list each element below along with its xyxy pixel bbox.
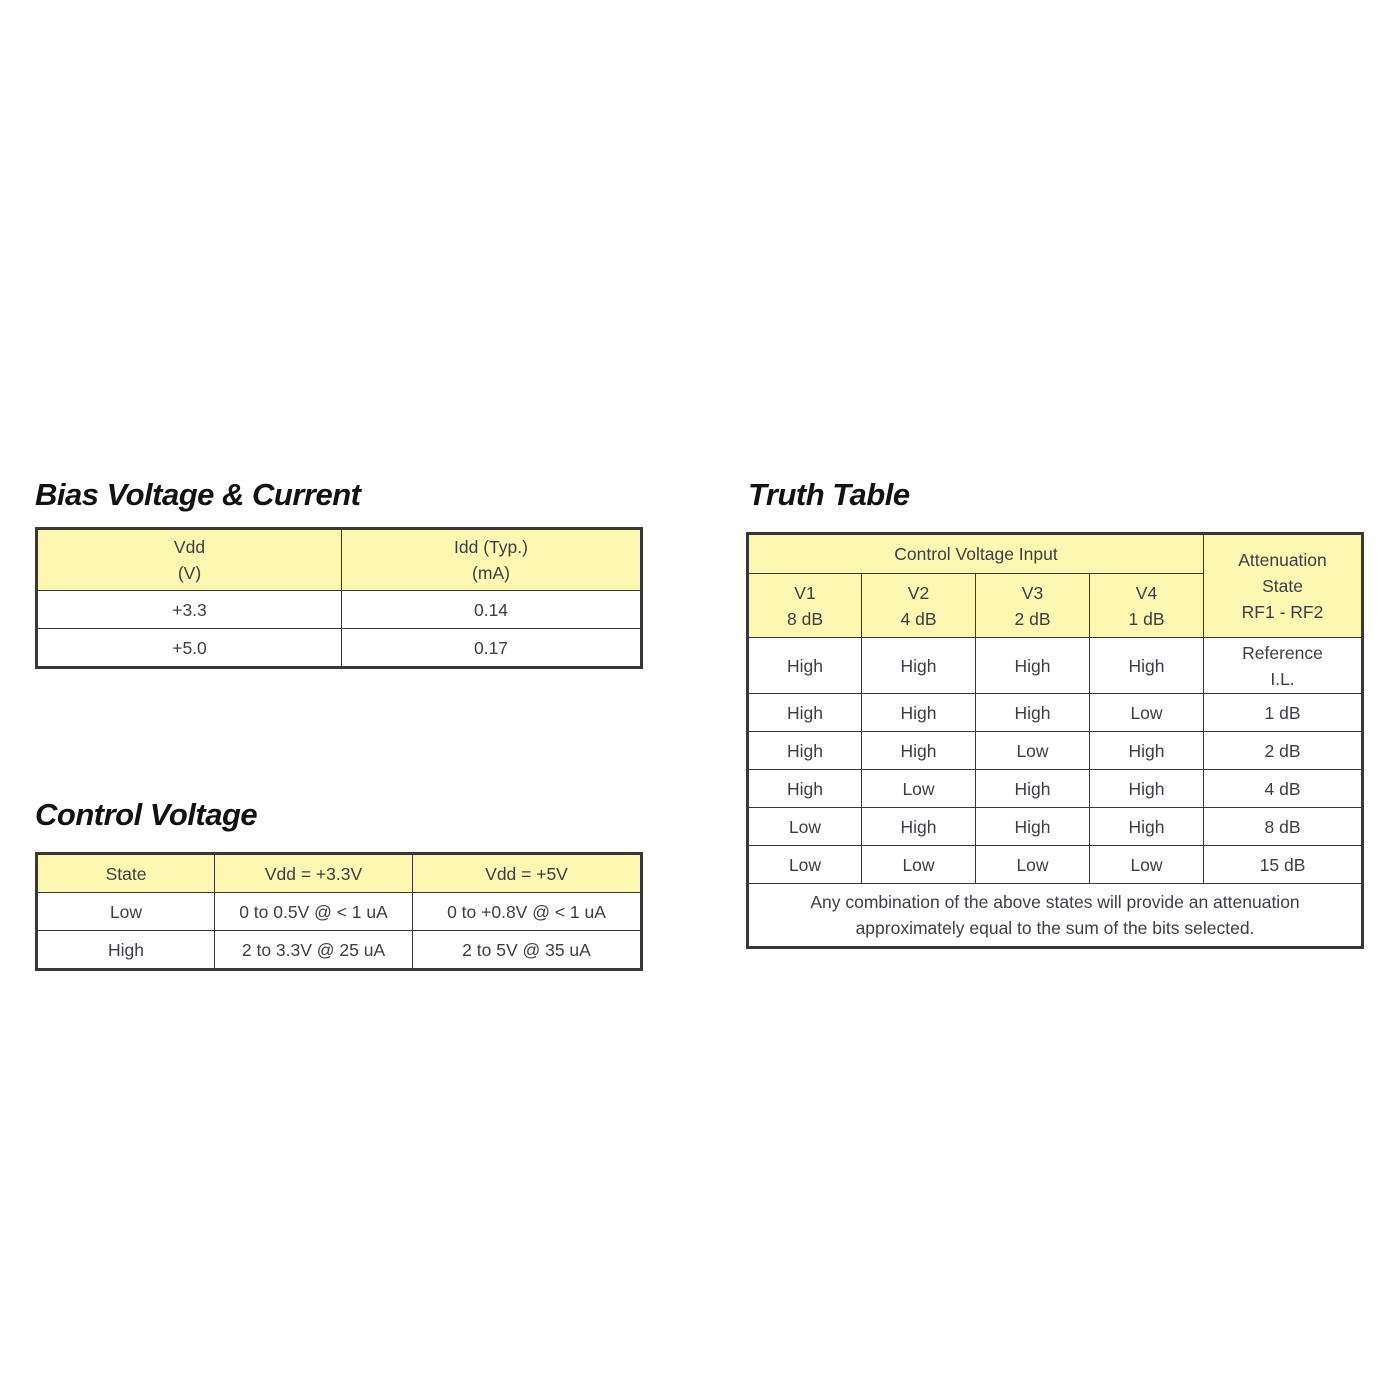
truth-cell: High: [976, 808, 1090, 846]
control-section-title: Control Voltage: [35, 797, 258, 832]
attenuation-line: Reference: [1242, 642, 1323, 663]
truth-cell: Low: [1090, 694, 1204, 732]
truth-cell: Low: [748, 808, 862, 846]
footnote-line: Any combination of the above states will provide an attenuation: [810, 892, 1300, 912]
truth-cell: High: [862, 694, 976, 732]
truth-cell: High: [976, 694, 1090, 732]
bias-cell-vdd: +3.3: [37, 591, 342, 629]
truth-cell: High: [976, 770, 1090, 808]
bias-cell-vdd: +5.0: [37, 629, 342, 668]
header-line: Vdd: [173, 537, 206, 557]
truth-attenuation-cell: 2 dB: [1204, 732, 1363, 770]
control-cell-vdd33: 2 to 3.3V @ 25 uA: [215, 931, 413, 970]
control-header-state: State: [37, 854, 215, 893]
control-header-vdd5: Vdd = +5V: [413, 854, 642, 893]
table-row: [748, 846, 1363, 884]
control-cell-vdd5: 2 to 5V @ 35 uA: [413, 931, 642, 970]
truth-footnote: [748, 884, 1363, 948]
truth-table: [746, 532, 1364, 949]
table-row: [748, 732, 1363, 770]
control-cell-state: High: [37, 931, 215, 970]
truth-cell: High: [862, 732, 976, 770]
header-line: V1: [794, 582, 816, 603]
truth-cell: Low: [976, 732, 1090, 770]
bias-header-vdd: [37, 529, 342, 591]
truth-attenuation-cell: 8 dB: [1204, 808, 1363, 846]
truth-section-title: Truth Table: [748, 477, 910, 512]
truth-cell: High: [862, 638, 976, 694]
bias-voltage-current-table: [35, 527, 643, 669]
header-line: State: [1262, 576, 1303, 596]
truth-cell: Low: [748, 846, 862, 884]
table-row: [37, 893, 642, 931]
header-line: (mA): [472, 563, 510, 583]
header-line: Idd (Typ.): [454, 537, 528, 557]
bias-cell-idd: 0.17: [342, 629, 642, 668]
truth-group-header-row: [748, 534, 1363, 574]
header-line: RF1 - RF2: [1241, 602, 1324, 622]
table-row: [748, 694, 1363, 732]
bias-cell-idd: 0.14: [342, 591, 642, 629]
truth-cell: High: [748, 770, 862, 808]
truth-group-header: Control Voltage Input: [748, 534, 1204, 574]
control-cell-vdd5: 0 to +0.8V @ < 1 uA: [413, 893, 642, 931]
truth-cell: Low: [862, 770, 976, 808]
control-cell-state: Low: [37, 893, 215, 931]
bias-header-row: [37, 529, 642, 591]
table-row: [37, 591, 642, 629]
header-line: 1 dB: [1128, 608, 1165, 629]
truth-attenuation-header: [1204, 534, 1363, 638]
footnote-line: approximately equal to the sum of the bits selected.: [855, 918, 1255, 938]
truth-cell: High: [1090, 770, 1204, 808]
truth-attenuation-cell: 4 dB: [1204, 770, 1363, 808]
header-line: 2 dB: [1014, 608, 1051, 629]
table-row: [748, 770, 1363, 808]
truth-cell: High: [748, 694, 862, 732]
bias-section-title: Bias Voltage & Current: [35, 477, 361, 512]
header-line: V2: [907, 582, 930, 603]
header-line: V4: [1135, 582, 1158, 603]
truth-cell: High: [862, 808, 976, 846]
attenuation-line: I.L.: [1270, 668, 1295, 689]
truth-header-v1: [748, 574, 862, 638]
truth-header-v2: [862, 574, 976, 638]
truth-cell: High: [1090, 638, 1204, 694]
control-cell-vdd33: 0 to 0.5V @ < 1 uA: [215, 893, 413, 931]
truth-cell: High: [748, 638, 862, 694]
truth-attenuation-cell: 15 dB: [1204, 846, 1363, 884]
truth-cell: High: [1090, 808, 1204, 846]
truth-cell: High: [1090, 732, 1204, 770]
truth-cell: Low: [976, 846, 1090, 884]
bias-header-idd: [342, 529, 642, 591]
header-line: (V): [177, 563, 202, 583]
truth-attenuation-cell: 1 dB: [1204, 694, 1363, 732]
truth-cell: Low: [862, 846, 976, 884]
header-line: V3: [1021, 582, 1044, 603]
table-row: [748, 638, 1363, 694]
table-row: [37, 629, 642, 668]
header-line: Attenuation: [1238, 550, 1327, 570]
truth-cell: High: [976, 638, 1090, 694]
header-line: 8 dB: [787, 608, 823, 629]
truth-header-v3: [976, 574, 1090, 638]
truth-cell: High: [748, 732, 862, 770]
header-line: 4 dB: [900, 608, 937, 629]
truth-attenuation-cell: [1204, 638, 1363, 694]
table-row: [37, 931, 642, 970]
control-header-row: [37, 854, 642, 893]
control-header-vdd33: Vdd = +3.3V: [215, 854, 413, 893]
control-voltage-table: [35, 852, 643, 971]
truth-header-v4: [1090, 574, 1204, 638]
truth-footnote-row: [748, 884, 1363, 948]
truth-cell: Low: [1090, 846, 1204, 884]
table-row: [748, 808, 1363, 846]
